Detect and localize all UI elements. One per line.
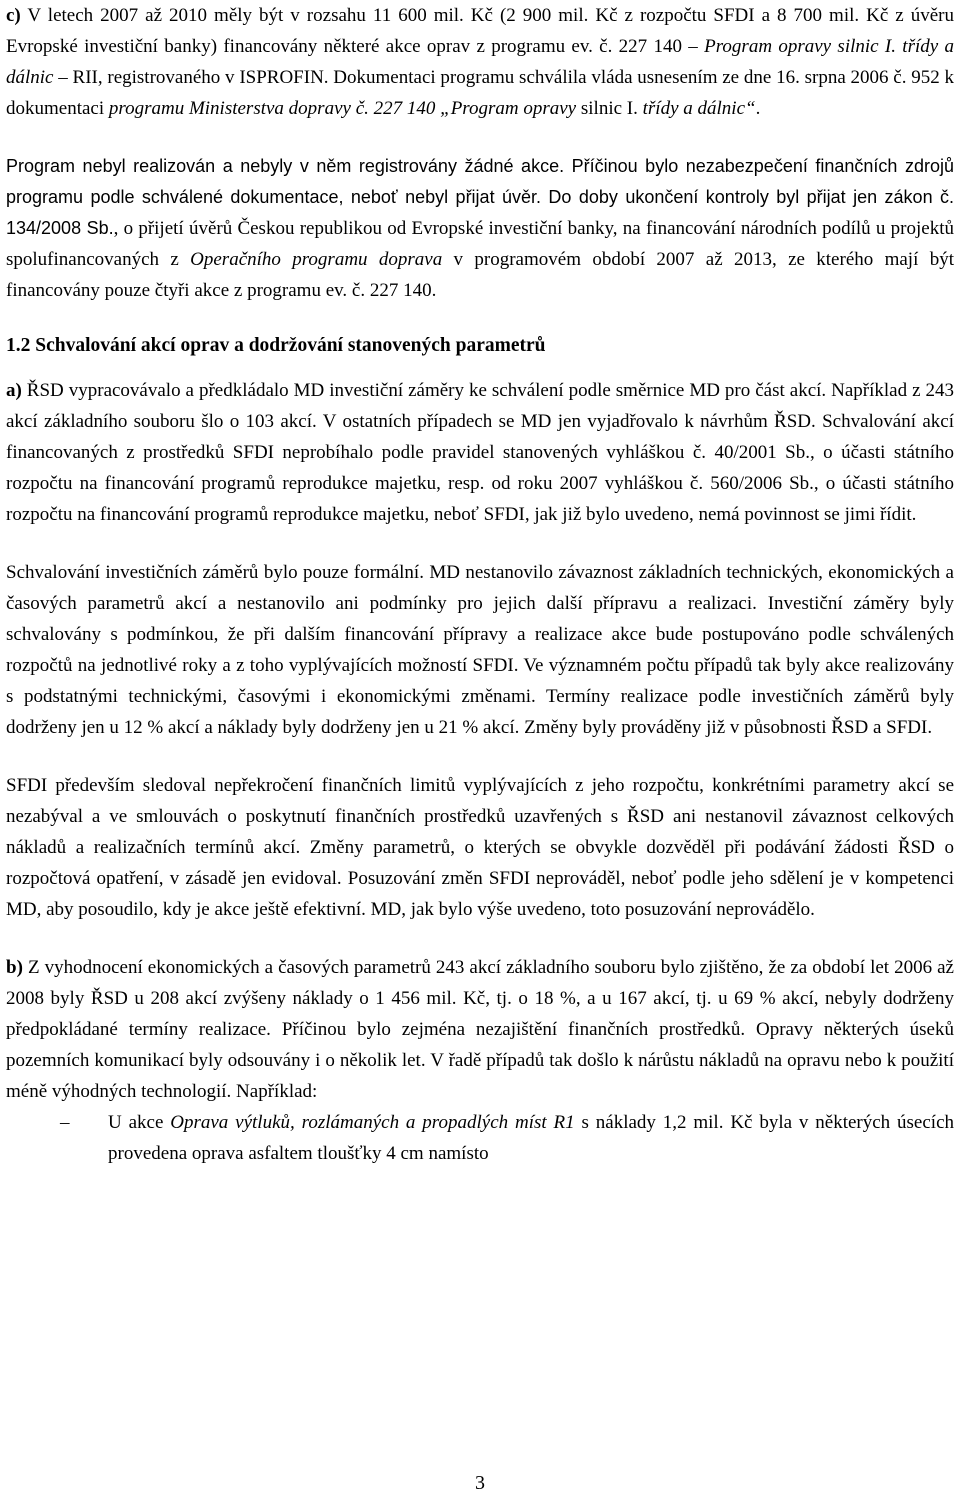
paragraph-c-text-2: – RII, registrovaného v ISPROFIN. Dokumentaci programu schválila vláda usnesením ze dne 16. srpna 2006 č. 952 k dokumentaci: [6, 67, 954, 119]
list-item-text-2: s náklady 1,2 mil. Kč byla v některých úsecích provedena oprava asfaltem tloušťky 4 cm namísto: [108, 1112, 955, 1164]
paragraph-program-sans-text: Program nebyl realizován a nebyly v něm registrovány žádné akce. Příčinou bylo nezabezpečení finančních zdrojů programu podle schválené dokumentace, neboť nebyl přijat úvěr. Do doby ukončení kontroly byl přijat jen zákon č. 134/2008 Sb.: [6, 156, 954, 238]
paragraph-c-label: c): [6, 5, 21, 26]
paragraph-a-text: ŘSD vypracovávalo a předkládalo MD investiční záměry ke schválení podle směrnice MD pro část akcí. Například z 243 akcí základního souboru šlo o 103 akcí. V ostatních případech se MD jen vyjadřovalo k návrhům ŘSD. Schvalování akcí financovaných z prostředků SFDI neprobíhalo podle pravidel stanovených vyhláškou č. 40/2001 Sb., o účasti státního rozpočtu na financování programů reprodukce majetku, resp. od roku 2007 vyhláškou č. 560/2006 Sb., o účasti státního rozpočtu na financování programů reprodukce majetku, neboť SFDI, jak již bylo uvedeno, nemá povinnost se jimi řídit.: [6, 380, 954, 525]
list-item-action-name: Oprava výtluků, rozlámaných a propadlých míst R1: [170, 1112, 575, 1133]
paragraph-c: [6, 0, 954, 124]
paragraph-c-text-4: .: [755, 98, 761, 119]
list-item-text-1: U akce: [108, 1112, 171, 1133]
paragraph-program-text-1: , o přijetí úvěrů Českou republikou od Evropské investiční banky, na financování národních podílů u projektů spolufinancovaných z: [6, 218, 954, 270]
paragraph-program: [6, 151, 954, 306]
page-number: 3: [475, 1472, 485, 1494]
paragraph-c-text-1: V letech 2007 až 2010 měly být v rozsahu 11 600 mil. Kč (2 900 mil. Kč z rozpočtu SFDI a 8 700 mil. Kč z úvěru Evropské investiční banky) financovány některé akce oprav z programu ev. č. 227 140 –: [6, 5, 954, 57]
paragraph-c-program-ministry: programu Ministerstva dopravy č. 227 140 „Program opravy: [108, 98, 577, 119]
dash-bullet: –: [60, 1112, 70, 1133]
paragraph-c-program-tail: třídy a dálnic“: [642, 98, 756, 119]
paragraph-c-program-name: Program opravy silnic I. třídy a dálnic: [6, 36, 954, 88]
paragraph-program-operational: Operačního programu doprava: [190, 249, 443, 270]
paragraph-a-label: a): [6, 380, 22, 401]
paragraph-sfdi: SFDI především sledoval nepřekročení finančních limitů vyplývajících z jeho rozpočtu, konkrétními parametry akcí se nezabýval a ve smlouvách o poskytnutí finančních prostředků uzavřených s ŘSD ani nestanovil závaznost celkových nákladů a realizačních termínů akcí. Změny parametrů, o kterých se obvykle dozvěděl při podávání žádosti ŘSD o rozpočtová opatření, v zásadě jen evidoval. Posuzování změn SFDI neprováděl, neboť podle jeho sdělení je v kompetenci MD, aby posoudilo, kdy je akce ještě efektivní. MD, jak bylo výše uvedeno, toto posuzování neprovádělo.: [6, 775, 954, 920]
paragraph-a: [6, 375, 954, 530]
paragraph-b-text: Z vyhodnocení ekonomických a časových parametrů 243 akcí základního souboru bylo zjištěno, že za období let 2006 až 2008 byly ŘSD u 208 akcí zvýšeny náklady o 1 456 mil. Kč, tj. o 18 %, a u 167 akcí, tj. u 69 % akcí, nebyly dodrženy předpokládané termíny realizace. Příčinou bylo zejména nezajištění finančních prostředků. Opravy některých úseků pozemních komunikací byly odsouvány i o několik let. V řadě případů tak došlo k nárůstu nákladů na opravu nebo k použití méně výhodných technologií. Například:: [6, 957, 954, 1102]
paragraph-b-label: b): [6, 957, 23, 978]
section-heading: 1.2 Schvalování akcí oprav a dodržování stanovených parametrů: [6, 335, 546, 356]
list-item: [60, 1107, 954, 1169]
paragraph-c-text-3: silnic I.: [576, 98, 643, 119]
paragraph-schvalovani: Schvalování investičních záměrů bylo pouze formální. MD nestanovilo závaznost základních technických, ekonomických a časových parametrů akcí a nestanovilo ani podmínky pro jejich další přípravu a realizaci. Investiční záměry byly schvalovány s podmínkou, že při dalším financování přípravy a realizace akce bude postupováno podle schválených rozpočtů na jednotlivé roky a z toho vyplývajících možností SFDI. Ve významném počtu případů tak byly akce realizovány s podstatnými technickými, časovými i ekonomickými změnami. Termíny realizace podle investičních záměrů byly dodrženy jen u 12 % akcí a náklady byly dodrženy jen u 21 % akcí. Změny byly prováděny již v působnosti ŘSD a SFDI.: [6, 562, 954, 738]
paragraph-program-text-2: v programovém období 2007 až 2013, ze kterého mají být financovány pouze čtyři akce z programu ev. č. 227 140.: [6, 249, 954, 301]
example-list: [6, 1107, 954, 1169]
paragraph-b: [6, 952, 954, 1107]
